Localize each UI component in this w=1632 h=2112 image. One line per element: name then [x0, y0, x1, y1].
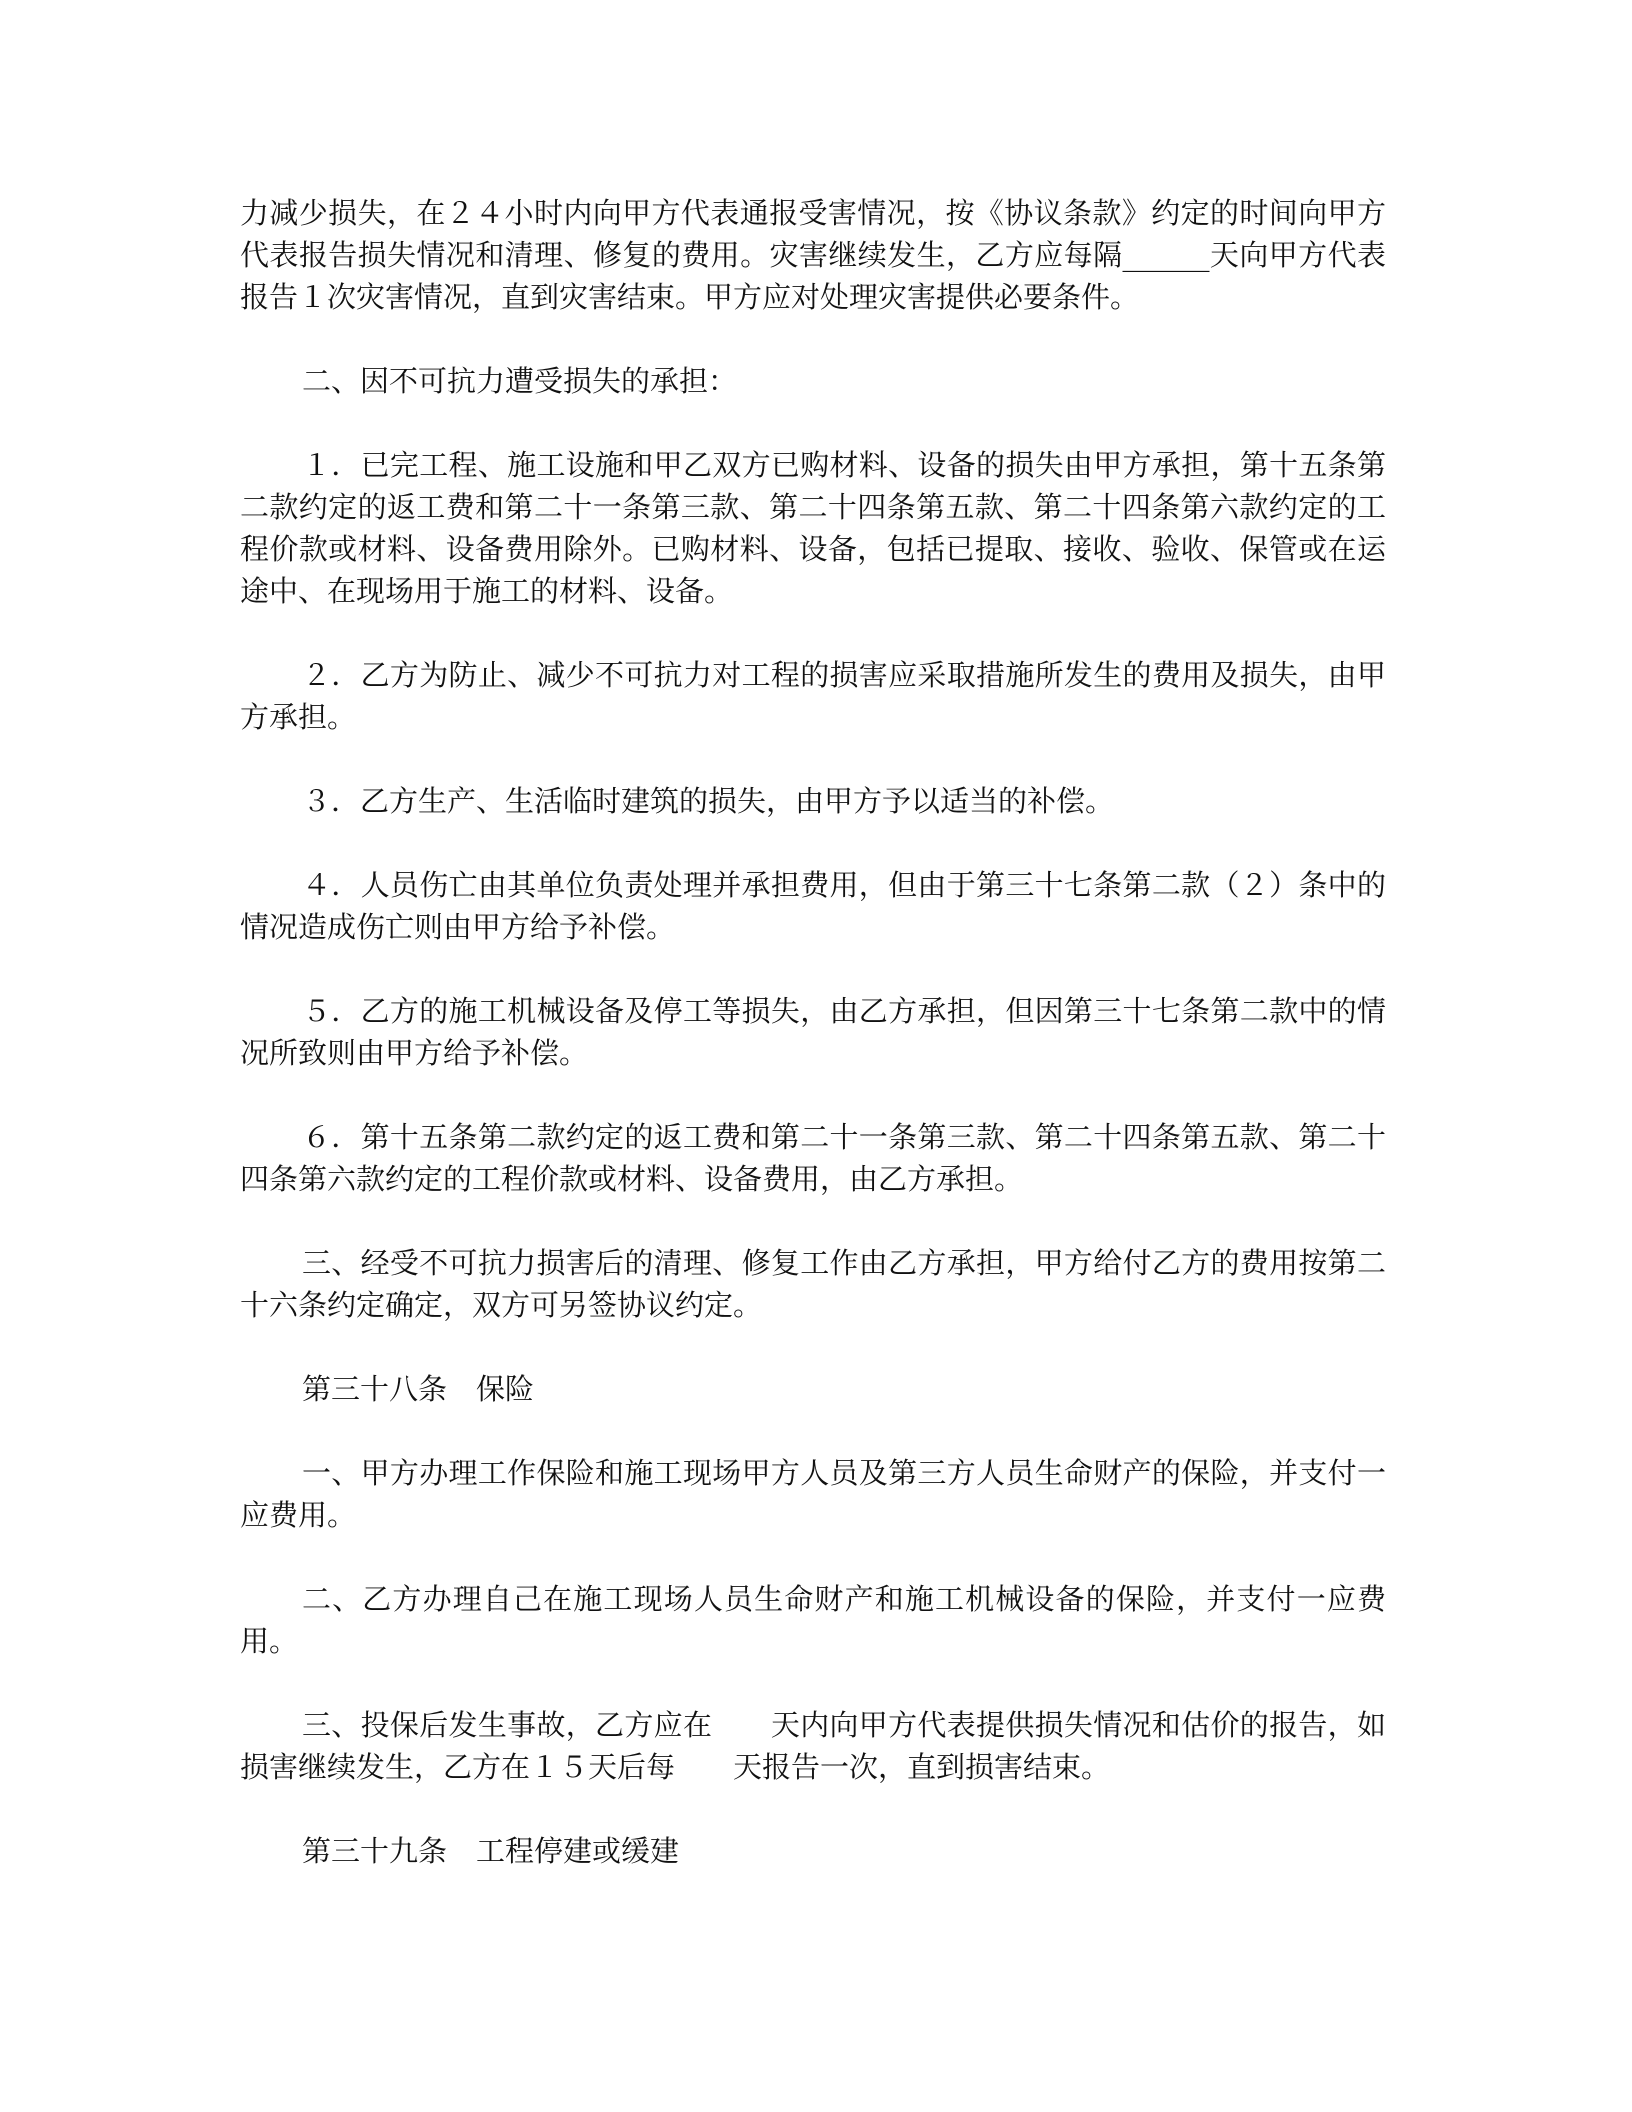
paragraph-item-4: ４．人员伤亡由其单位负责处理并承担费用，但由于第三十七条第二款（２）条中的情况造成伤亡则由甲方给予补偿。: [240, 868, 1386, 944]
paragraph-insurance-party-a: 一、甲方办理工作保险和施工现场甲方人员及第三方人员生命财产的保险，并支付一应费用。: [240, 1456, 1386, 1532]
paragraph-accident-report: 三、投保后发生事故，乙方应在 天内向甲方代表提供损失情况和估价的报告，如损害继续发生，乙方在１５天后每 天报告一次，直到损害结束。: [240, 1708, 1386, 1784]
paragraph-item-3: ３．乙方生产、生活临时建筑的损失，由甲方予以适当的补偿。: [302, 784, 1115, 818]
article-39-heading: 第三十九条 工程停建或缓建: [302, 1834, 680, 1868]
paragraph-item-6: ６．第十五条第二款约定的返工费和第二十一条第三款、第二十四条第五款、第二十四条第六款约定的工程价款或材料、设备费用，由乙方承担。: [240, 1120, 1386, 1196]
paragraph-item-1: １．已完工程、施工设施和甲乙双方已购材料、设备的损失由甲方承担，第十五条第二款约定的返工费和第二十一条第三款、第二十四条第五款、第二十四条第六款约定的工程价款或材料、设备费用除外。已购材料、设备，包括已提取、接收、验收、保管或在运途中、在现场用于施工的材料、设备。: [240, 448, 1386, 608]
article-38-heading: 第三十八条 保险: [302, 1372, 535, 1406]
paragraph-insurance-party-b: 二、乙方办理自己在施工现场人员生命财产和施工机械设备的保险，并支付一应费用。: [240, 1582, 1386, 1658]
paragraph-cleanup-repair: 三、经受不可抗力损害后的清理、修复工作由乙方承担，甲方给付乙方的费用按第二十六条约定确定，双方可另签协议约定。: [240, 1246, 1386, 1322]
paragraph-item-5: ５．乙方的施工机械设备及停工等损失，由乙方承担，但因第三十七条第二款中的情况所致则由甲方给予补偿。: [240, 994, 1386, 1070]
document-body: [240, 192, 1386, 1914]
paragraph-item-2: ２．乙方为防止、减少不可抗力对工程的损害应采取措施所发生的费用及损失，由甲方承担。: [240, 658, 1386, 734]
paragraph-heading-loss-bearing: 二、因不可抗力遭受损失的承担：: [302, 364, 738, 398]
paragraph-disaster-report: 力减少损失，在２４小时内向甲方代表通报受害情况，按《协议条款》约定的时间向甲方代表报告损失情况和清理、修复的费用。灾害继续发生，乙方应每隔______天向甲方代表报告１次灾害情况，直到灾害结束。甲方应对处理灾害提供必要条件。: [240, 196, 1386, 314]
